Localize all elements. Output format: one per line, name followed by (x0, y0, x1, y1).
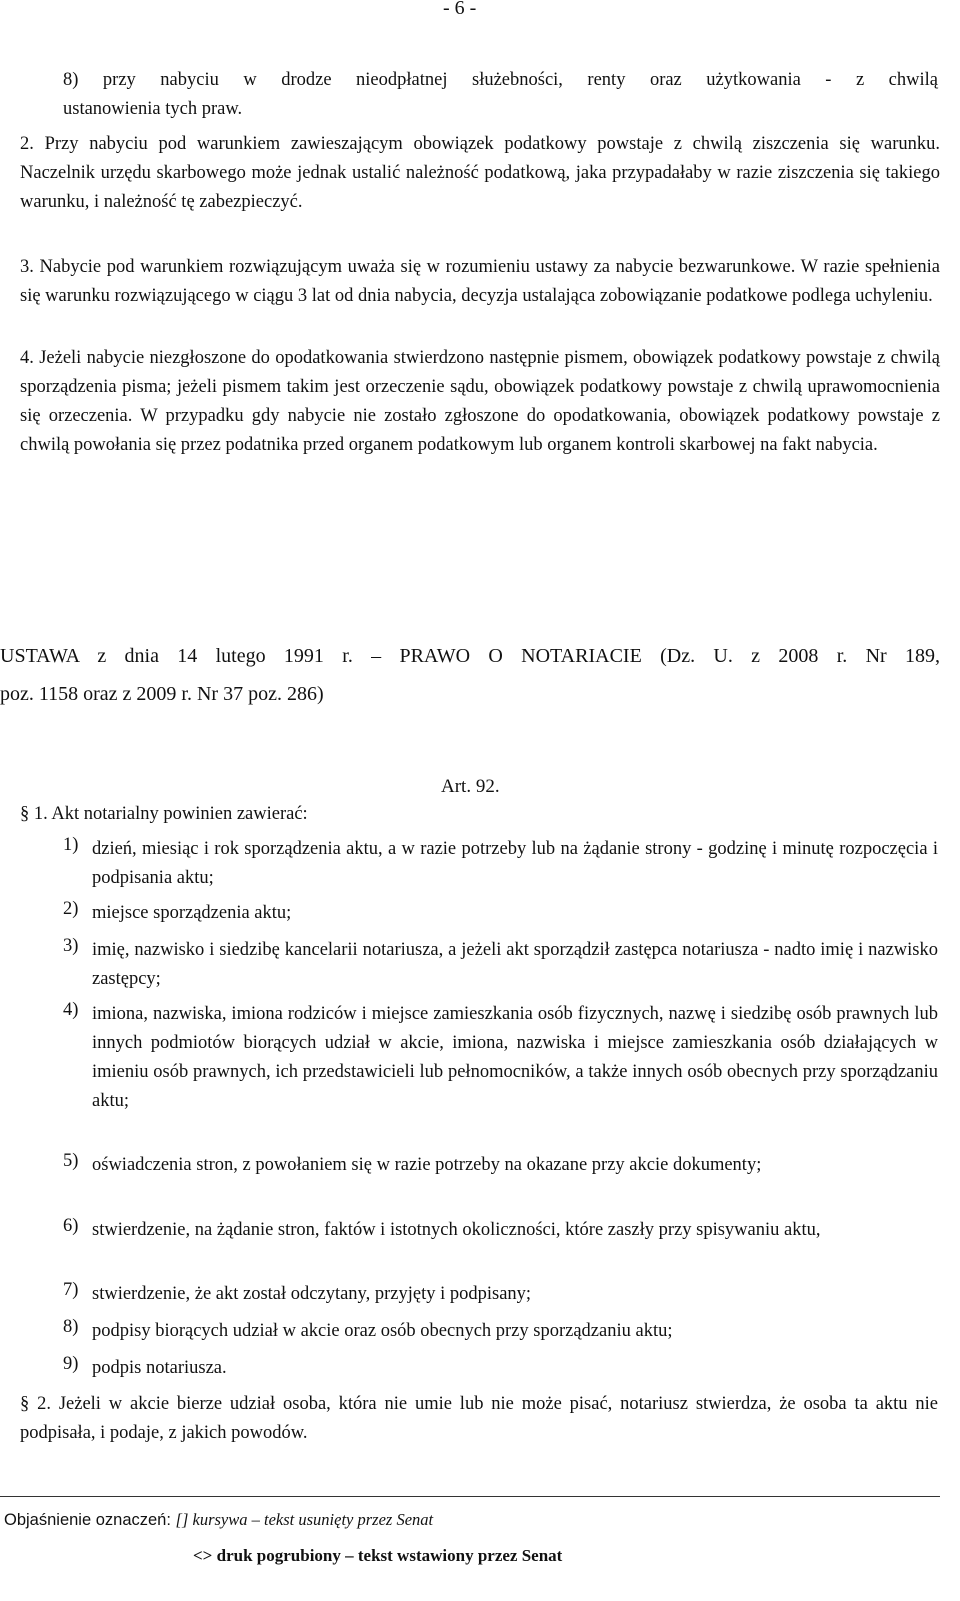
item-number: 7) (63, 1280, 79, 1300)
paragraph-4-text: 4. Jeżeli nabycie niezgłoszone do opodatkowania stwierdzono następnie pismem, obowiązek podatkowy powstaje z chwilą sporządzenia pisma; jeżeli pismem takim jest orzeczenie sądu, obowiązek podatkowy powstaje z chwilą uprawomocnienia się orzeczenia. W przypadku gdy nabycie nie zostało zgłoszone do opodatkowania, obowiązek podatkowy powstaje z chwilą powołania się przez podatnika przed organem podatkowym lub organem kontroli skarbowej na fakt nabycia. (20, 348, 940, 455)
item-number: 8) (63, 1317, 79, 1337)
footer-legend-line-1 (4, 1510, 433, 1530)
item-8-line-1: 8) przy nabyciu w drodze nieodpłatnej służebności, renty oraz użytkowania - z chwilą (63, 70, 938, 90)
list-item: podpisy biorących udział w akcie oraz osób obecnych przy sporządzaniu aktu; (92, 1321, 673, 1341)
list-item: miejsce sporządzenia aktu; (92, 903, 292, 923)
section-2-text: § 2. Jeżeli w akcie bierze udział osoba, która nie umie lub nie może pisać, notariusz stwierdza, że osoba ta aktu nie podpisała, i podaje, z jakich powodów. (20, 1394, 938, 1443)
section-2 (20, 1390, 938, 1448)
item-number: 5) (63, 1151, 79, 1171)
item-number: 1) (63, 835, 79, 855)
list-item: podpis notariusza. (92, 1358, 227, 1378)
list-item: stwierdzenie, na żądanie stron, faktów i istotnych okoliczności, które zaszły przy spisywaniu aktu, (92, 1220, 821, 1240)
item-number: 2) (63, 899, 79, 919)
footer-legend-line-2: <> druk pogrubiony – tekst wstawiony przez Senat (193, 1546, 563, 1565)
page-number: - 6 - (443, 0, 477, 19)
footer-italic-note: [] kursywa – tekst usunięty przez Senat (175, 1510, 434, 1529)
item-number: 6) (63, 1216, 79, 1236)
paragraph-3-text: 3. Nabycie pod warunkiem rozwiązującym uważa się w rozumieniu ustawy za nabycie bezwarunkowe. W razie spełnienia się warunku rozwiązującego w ciągu 3 lat od dnia nabycia, decyzja ustalająca zobowiązanie podatkowe podlega uchyleniu. (20, 257, 940, 306)
item-number: 3) (63, 936, 79, 956)
item-number: 4) (63, 1000, 79, 1020)
footer-divider (0, 1496, 940, 1497)
ustawa-title-line-2: poz. 1158 oraz z 2009 r. Nr 37 poz. 286) (0, 683, 324, 705)
item-number: 9) (63, 1354, 79, 1374)
paragraph-2 (20, 130, 940, 217)
list-item: stwierdzenie, że akt został odczytany, przyjęty i podpisany; (92, 1284, 532, 1304)
paragraph-4 (20, 344, 940, 460)
list-item: imię, nazwisko i siedzibę kancelarii notariusza, a jeżeli akt sporządził zastępca notariusza - nadto imię i nazwisko zastępcy; (92, 940, 938, 989)
footer-label: Objaśnienie oznaczeń: (4, 1511, 171, 1529)
paragraph-3 (20, 253, 940, 311)
ustawa-title-line-1: USTAWA z dnia 14 lutego 1991 r. – PRAWO O NOTARIACIE (Dz. U. z 2008 r. Nr 189, (0, 645, 940, 667)
list-item: oświadczenia stron, z powołaniem się w razie potrzeby na okazane przy akcie dokumenty; (92, 1155, 762, 1175)
paragraph-2-text: 2. Przy nabyciu pod warunkiem zawieszającym obowiązek podatkowy powstaje z chwilą ziszczenia się warunku. Naczelnik urzędu skarbowego może jednak ustalić należność podatkową, jaka przypadałaby w razie ziszczenia się takiego warunku, i należność tę zabezpieczyć. (20, 134, 940, 212)
item-8-line-2: ustanowienia tych praw. (63, 99, 243, 119)
list-item: imiona, nazwiska, imiona rodziców i miejsce zamieszkania osób fizycznych, nazwę i siedzibę osób prawnych lub innych podmiotów biorących udział w akcie, imiona, nazwiska i miejsce zamieszkania osób działających w imieniu osób prawnych, ich przedstawicieli lub pełnomocników, a także innych osób obecnych przy sporządzaniu aktu; (92, 1004, 938, 1111)
article-title: Art. 92. (441, 776, 500, 797)
list-item: dzień, miesiąc i rok sporządzenia aktu, a w razie potrzeby lub na żądanie strony - godzinę i minutę rozpoczęcia i podpisania aktu; (92, 839, 938, 888)
section-1-intro: § 1. Akt notarialny powinien zawierać: (20, 804, 308, 824)
